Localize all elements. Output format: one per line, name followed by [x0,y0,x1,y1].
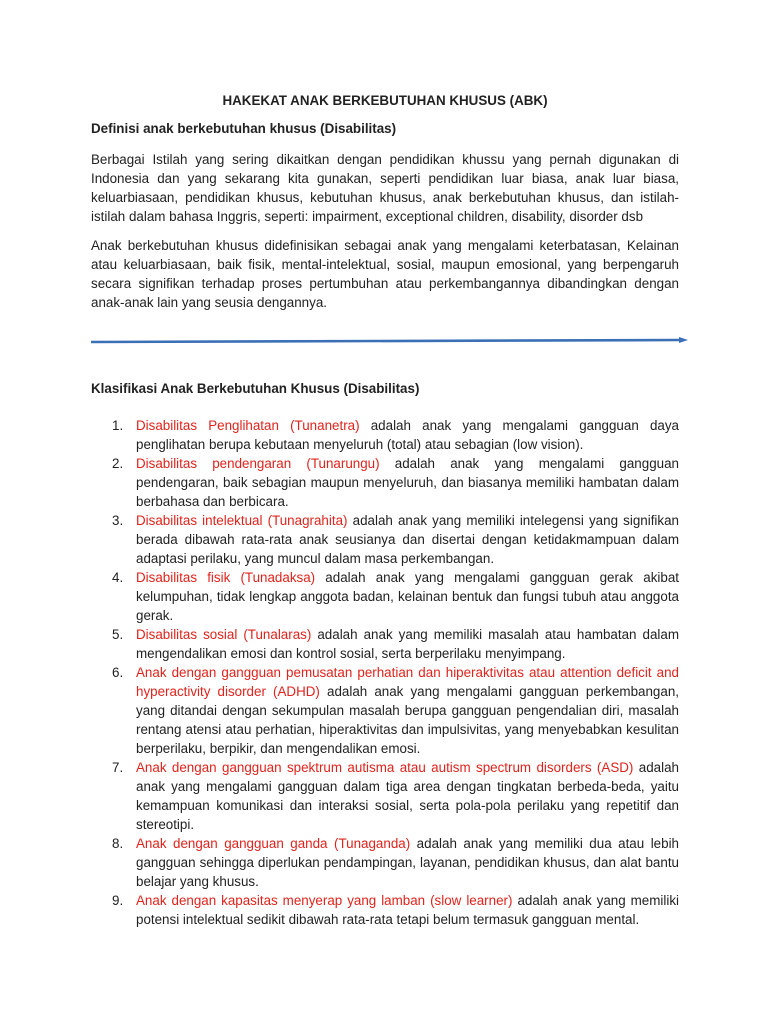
list-description: adalah anak yang memiliki masalah atau hambatan dalam mengendalikan emosi dan kontrol sosial, serta berperilaku menyimpang. [136,627,679,661]
list-term: Disabilitas sosial (Tunalaras) [136,627,312,642]
list-term: Anak dengan gangguan spektrum autisma atau autism spectrum disorders (ASD) [136,760,634,775]
list-description: adalah anak yang mengalami gangguan dalam tiga area dengan tingkatan berbeda-beda, yaitu kemampuan komunikasi dan interaksi sosial, serta pola-pola perilaku yang repetitif dan stereotipi. [136,760,679,832]
list-description: adalah anak yang memiliki dua atau lebih gangguan sehingga diperlukan pendampingan, layanan, pendidikan khusus, dan alat bantu belajar yang khusus. [136,836,679,889]
list-number: 8. [112,836,124,851]
list-item [91,568,679,625]
list-item [91,625,679,663]
list-term: Disabilitas Penglihatan (Tunanetra) [136,418,360,433]
list-item [91,758,679,834]
list-item [91,663,679,758]
list-item [91,416,679,454]
document-title: HAKEKAT ANAK BERKEBUTUHAN KHUSUS (ABK) [222,93,548,108]
list-number: 6. [112,665,124,680]
list-item [91,511,679,568]
list-description: adalah anak yang memiliki intelegensi yang signifikan berada dibawah rata-rata anak seusianya dan disertai dengan ketidakmampuan dalam adaptasi perilaku, yang muncul dalam masa perkembangan. [136,513,679,566]
list-number: 7. [112,760,124,775]
paragraph-definition: Anak berkebutuhan khusus didefinisikan sebagai anak yang mengalami keterbatasan, Kelainan atau keluarbiasaan, baik fisik, mental-intelektual, sosial, maupun emosional, yang berpengaruh secara signifikan terhadap proses pertumbuhan atau perkembangannya dibandingkan dengan anak-anak lain yang seusia dengannya. [91,238,679,310]
arrow-right-icon [91,334,689,348]
divider-arrow [91,334,689,348]
list-number: 5. [112,627,124,642]
list-description: adalah anak yang memiliki potensi intelektual sedikit dibawah rata-rata tetapi belum termasuk gangguan mental. [136,893,679,927]
list-term: Disabilitas fisik (Tunadaksa) [136,570,316,585]
classification-heading: Klasifikasi Anak Berkebutuhan Khusus (Disabilitas) [91,381,420,396]
list-item [91,454,679,511]
list-term: Anak dengan gangguan pemusatan perhatian dan hiperaktivitas atau attention deficit and hyperactivity disorder (ADHD) [136,665,679,699]
document-body [91,92,679,312]
list-number: 9. [112,893,124,908]
list-number: 1. [112,418,124,433]
paragraph-terms: Berbagai Istilah yang sering dikaitkan dengan pendidikan khussu yang pernah digunakan di Indonesia dan yang sekarang kita gunakan, seperti pendidikan luar biasa, anak luar biasa, keluarbiasaan, pendidikan khusus, kebutuhan khusus, anak berkebutuhan khusus, dan istilah-istilah dalam bahasa Inggris, seperti: impairment, exceptional children, disability, disorder dsb [91,152,679,224]
list-item [91,891,679,929]
list-description: adalah anak yang mengalami gangguan perkembangan, yang ditandai dengan sekumpulan masalah berupa gangguan pengendalian diri, masalah rentang atensi atau perhatian, hiperaktivitas dan impulsivitas, yang menyebabkan kesulitan berperilaku, berpikir, dan mengendalikan emosi. [136,684,679,756]
list-term: Disabilitas intelektual (Tunagrahita) [136,513,348,528]
list-number: 2. [112,456,124,471]
list-number: 3. [112,513,124,528]
list-description: adalah anak yang mengalami gangguan daya penglihatan berupa kebutaan menyeluruh (total) atau sebagian (low vision). [136,418,679,452]
list-description: adalah anak yang mengalami gangguan pendengaran, baik sebagian maupun menyeluruh, dan biasanya memiliki hambatan dalam berbahasa dan berbicara. [136,456,679,509]
classification-list [91,416,679,929]
list-term: Anak dengan kapasitas menyerap yang lamban (slow learner) [136,893,513,908]
definition-heading: Definisi anak berkebutuhan khusus (Disabilitas) [91,121,397,136]
list-item [91,834,679,891]
list-description: adalah anak yang mengalami gangguan gerak akibat kelumpuhan, tidak lengkap anggota badan, kelainan bentuk dan fungsi tubuh atau anggota gerak. [136,570,679,623]
list-term: Disabilitas pendengaran (Tunarungu) [136,456,380,471]
list-term: Anak dengan gangguan ganda (Tunaganda) [136,836,411,851]
list-number: 4. [112,570,124,585]
